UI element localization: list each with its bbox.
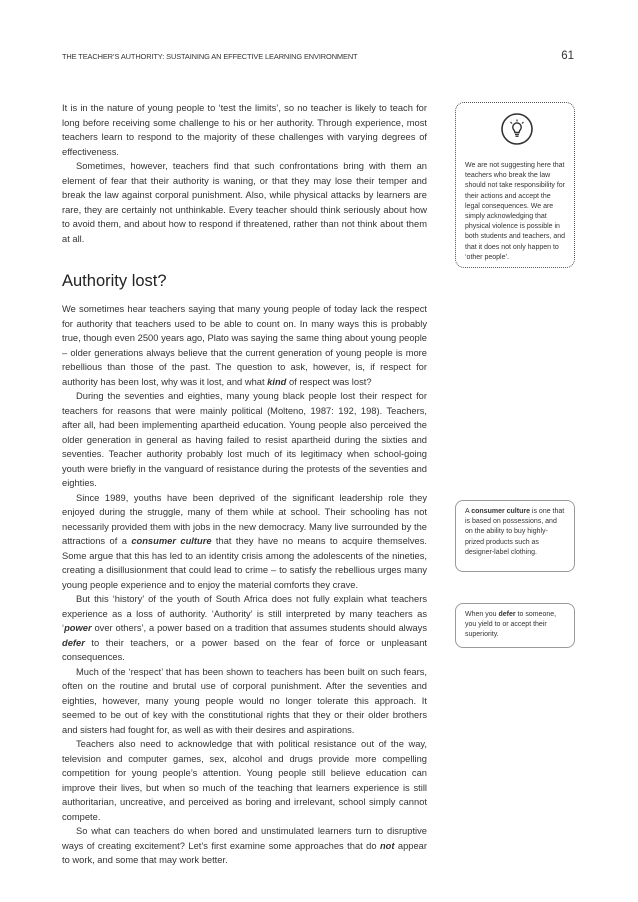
margin-note-defer (455, 603, 575, 648)
term-defer: defer (62, 637, 85, 648)
consumer-culture-term: consumer culture (471, 508, 530, 515)
lightbulb-icon (501, 113, 533, 145)
section-paragraph-4: But this ‘history’ of the youth of South Africa does not fully explain what teachers experience as a loss of authority. ‘Authority’ is still interpreted by many teachers as ‘power over others’, a power based on a tradition that assumes students should always defer to their teachers, or a power based on the fear of force or unpleasant consequences. (62, 594, 427, 662)
margin-note-consumer-culture (455, 500, 575, 572)
defer-term: defer (498, 611, 516, 618)
intro-paragraph-1: It is in the nature of young people to ‘test the limits’, so no teacher is likely to teach for long before receiving some challenge to his or her authority. Through experience, most teachers learn to respond to the majority of these challenges with varying degrees of effectiveness. (62, 103, 427, 157)
term-consumer-culture: consumer culture (131, 536, 212, 546)
main-text (62, 101, 427, 868)
section-paragraph-2: During the seventies and eighties, many young black people lost their respect for teachers for reasons that were mainly political (Molteno, 1987: 192, 198). Teachers, after all, had been implementing apartheid education. Young people also perceived the older generation in general as having failed to resist apartheid during the sixties and seventies. Teacher authority probably lost much of its legitimacy when school-going youth were briefly in the vanguard of resistance during the protests of the seventies and eighties. (62, 391, 427, 488)
section-paragraph-3: Since 1989, youths have been deprived of the significant leadership role they enjoyed during the struggle, many of them while at school. Their schooling has not necessarily provided them with jobs in the new democracy. Many live surrounded by the attractions of a consumer culture that they have no means to acquire themselves. Some argue that this has led to an identity crisis among the adolescents of the nineties, creating a disillusionment that could lead to crime – to satisfy the rebellious urges many young people experience and to enjoy the material comforts they crave. (62, 492, 427, 590)
section-paragraph-6: Teachers also need to acknowledge that with political resistance out of the way, television and computer games, sex, alcohol and drugs provide more compelling competition for young people’s attention. Young people still believe education can improve their lives, but when so much of the teaching that learners experience is still authoritarian, uncreative, and perceived as boring and irrelevant, school simply cannot compete. (62, 739, 427, 822)
page-number: 61 (561, 50, 574, 62)
section-paragraph-7: So what can teachers do when bored and unstimulated learners turn to disruptive ways of creating excitement? Let’s first examine some approaches that do not appear to work, and some that may work better. (62, 826, 427, 865)
idea-note-text: We are not suggesting here that teachers who break the law should not take responsibility for their actions and accept the legal consequences. We are simply acknowledging that physical violence is possible in both students and teachers, and that it does not only happen to ‘other people’. (465, 162, 566, 261)
term-power: power (64, 623, 92, 633)
margin-note-idea (455, 102, 575, 268)
running-head-title: THE TEACHER’S AUTHORITY: SUSTAINING AN EFFECTIVE LEARNING ENVIRONMENT (62, 52, 358, 61)
section-paragraph-1: We sometimes hear teachers saying that many young people of today lack the respect for authority that teachers used to be able to count on. In many ways this is probably true, though even 2500 years ago, Plato was saying the same thing about young people – older generations always believe that the current generation of young people is more rebellious than those of the past. The question to ask, however, is, if respect for authority has been lost, why was it lost, and what kind of respect was lost? (62, 304, 427, 387)
emphasis-kind: kind (267, 376, 287, 387)
running-head (62, 50, 574, 62)
defer-note-text: When you defer to someone, you yield to or accept their superiority. (465, 611, 557, 639)
emphasis-not: not (379, 840, 395, 851)
section-heading: Authority lost? (62, 272, 167, 290)
section-paragraph-5: Much of the ‘respect’ that has been shown to teachers has been built on such fears, often on the routine and brutal use of corporal punishment. After the seventies and eighties, however, many young people would no longer tolerate this approach. It seemed to be out of key with the constitutional rights that they or their older brothers and sisters had fought for, as well as with their desires and aspirations. (62, 666, 427, 735)
intro-paragraph-2: Sometimes, however, teachers find that such confrontations bring with them an element of fear that their authority is waning, or that they may lose their temper and break the law against corporal punishment. Also, while physical attacks by learners are rare, they are certainly not unthinkable. Every teacher should think seriously about how to avoid them, and about how to respond if threatened, rather than not think about them at all. (62, 161, 427, 244)
consumer-culture-note-text: A consumer culture is one that is based on possessions, and on the ability to buy highly-prized products such as designer-label clothing. (465, 508, 565, 556)
